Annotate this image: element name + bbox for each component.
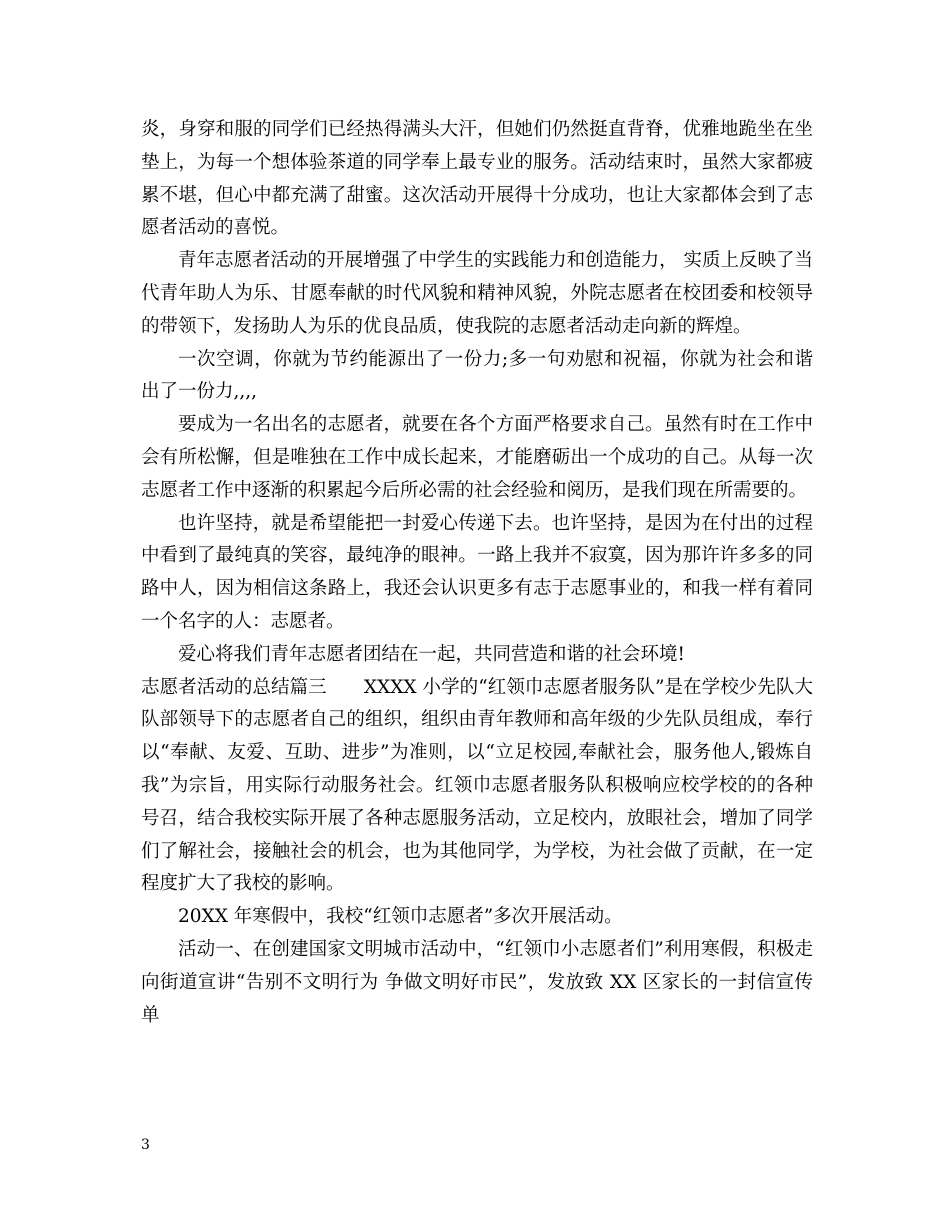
paragraph: 青年志愿者活动的开展增强了中学生的实践能力和创造能力， 实质上反映了当代青年助人为乐、甘愿奉献的时代风貌和精神风貌，外院志愿者在校团委和校领导的带领下，发扬助人为乐的优良品质，使我院的志愿者活动走向新的辉煌。 <box>141 250 813 337</box>
paragraph: 爱心将我们青年志愿者团结在一起，共同营造和谐的社会环境! <box>178 643 685 665</box>
paragraph: 20XX 年寒假中，我校“红领巾志愿者”多次开展活动。 <box>178 906 623 928</box>
page-number: 3 <box>141 1137 150 1153</box>
paragraph: 活动一、在创建国家文明城市活动中，“红领巾小志愿者们”利用寒假，积极走向街道宣讲“告别不文明行为 争做文明好市民”，发放致 XX 区家长的一封信宣传单 <box>141 938 813 1026</box>
document-body <box>141 114 813 1032</box>
paragraph: 要成为一名出名的志愿者，就要在各个方面严格要求自己。虽然有时在工作中会有所松懈，但是唯独在工作中成长起来，才能磨砺出一个成功的自己。从每一次志愿者工作中逐渐的积累起今后所必需的社会经验和阅历，是我们现在所需要的。 <box>141 414 813 501</box>
paragraph: 也许坚持，就是希望能把一封爱心传递下去。也许坚持，是因为在付出的过程中看到了最纯真的笑容，最纯净的眼神。一路上我并不寂寞，因为那许许多多的同路中人，因为相信这条路上，我还会认识更多有志于志愿事业的，和我一样有着同一个名字的人：志愿者。 <box>141 512 813 632</box>
paragraph: 一次空调，你就为节约能源出了一份力;多一句劝慰和祝福，你就为社会和谐出了一份力,,,, <box>141 348 813 403</box>
section-paragraph: 志愿者活动的总结篇三 XXXX 小学的“红领巾志愿者服务队”是在学校少先队大队部领导下的志愿者自己的组织，组织由青年教师和高年级的少先队员组成，奉行以“奉献、友爱、互助、进步”为准则，以“立足校园,奉献社会，服务他人,锻炼自我”为宗旨，用实际行动服务社会。红领巾志愿者服务队积极响应校学校的的各种号召，结合我校实际开展了各种志愿服务活动，立足校内，放眼社会，增加了同学们了解社会，接触社会的机会，也为其他同学，为学校，为社会做了贡献，在一定程度扩大了我校的影响。 <box>141 676 813 895</box>
paragraph: 炎，身穿和服的同学们已经热得满头大汗，但她们仍然挺直背脊，优雅地跪坐在坐垫上，为每一个想体验茶道的同学奉上最专业的服务。活动结束时，虽然大家都疲累不堪，但心中都充满了甜蜜。这次活动开展得十分成功，也让大家都体会到了志愿者活动的喜悦。 <box>141 119 813 239</box>
